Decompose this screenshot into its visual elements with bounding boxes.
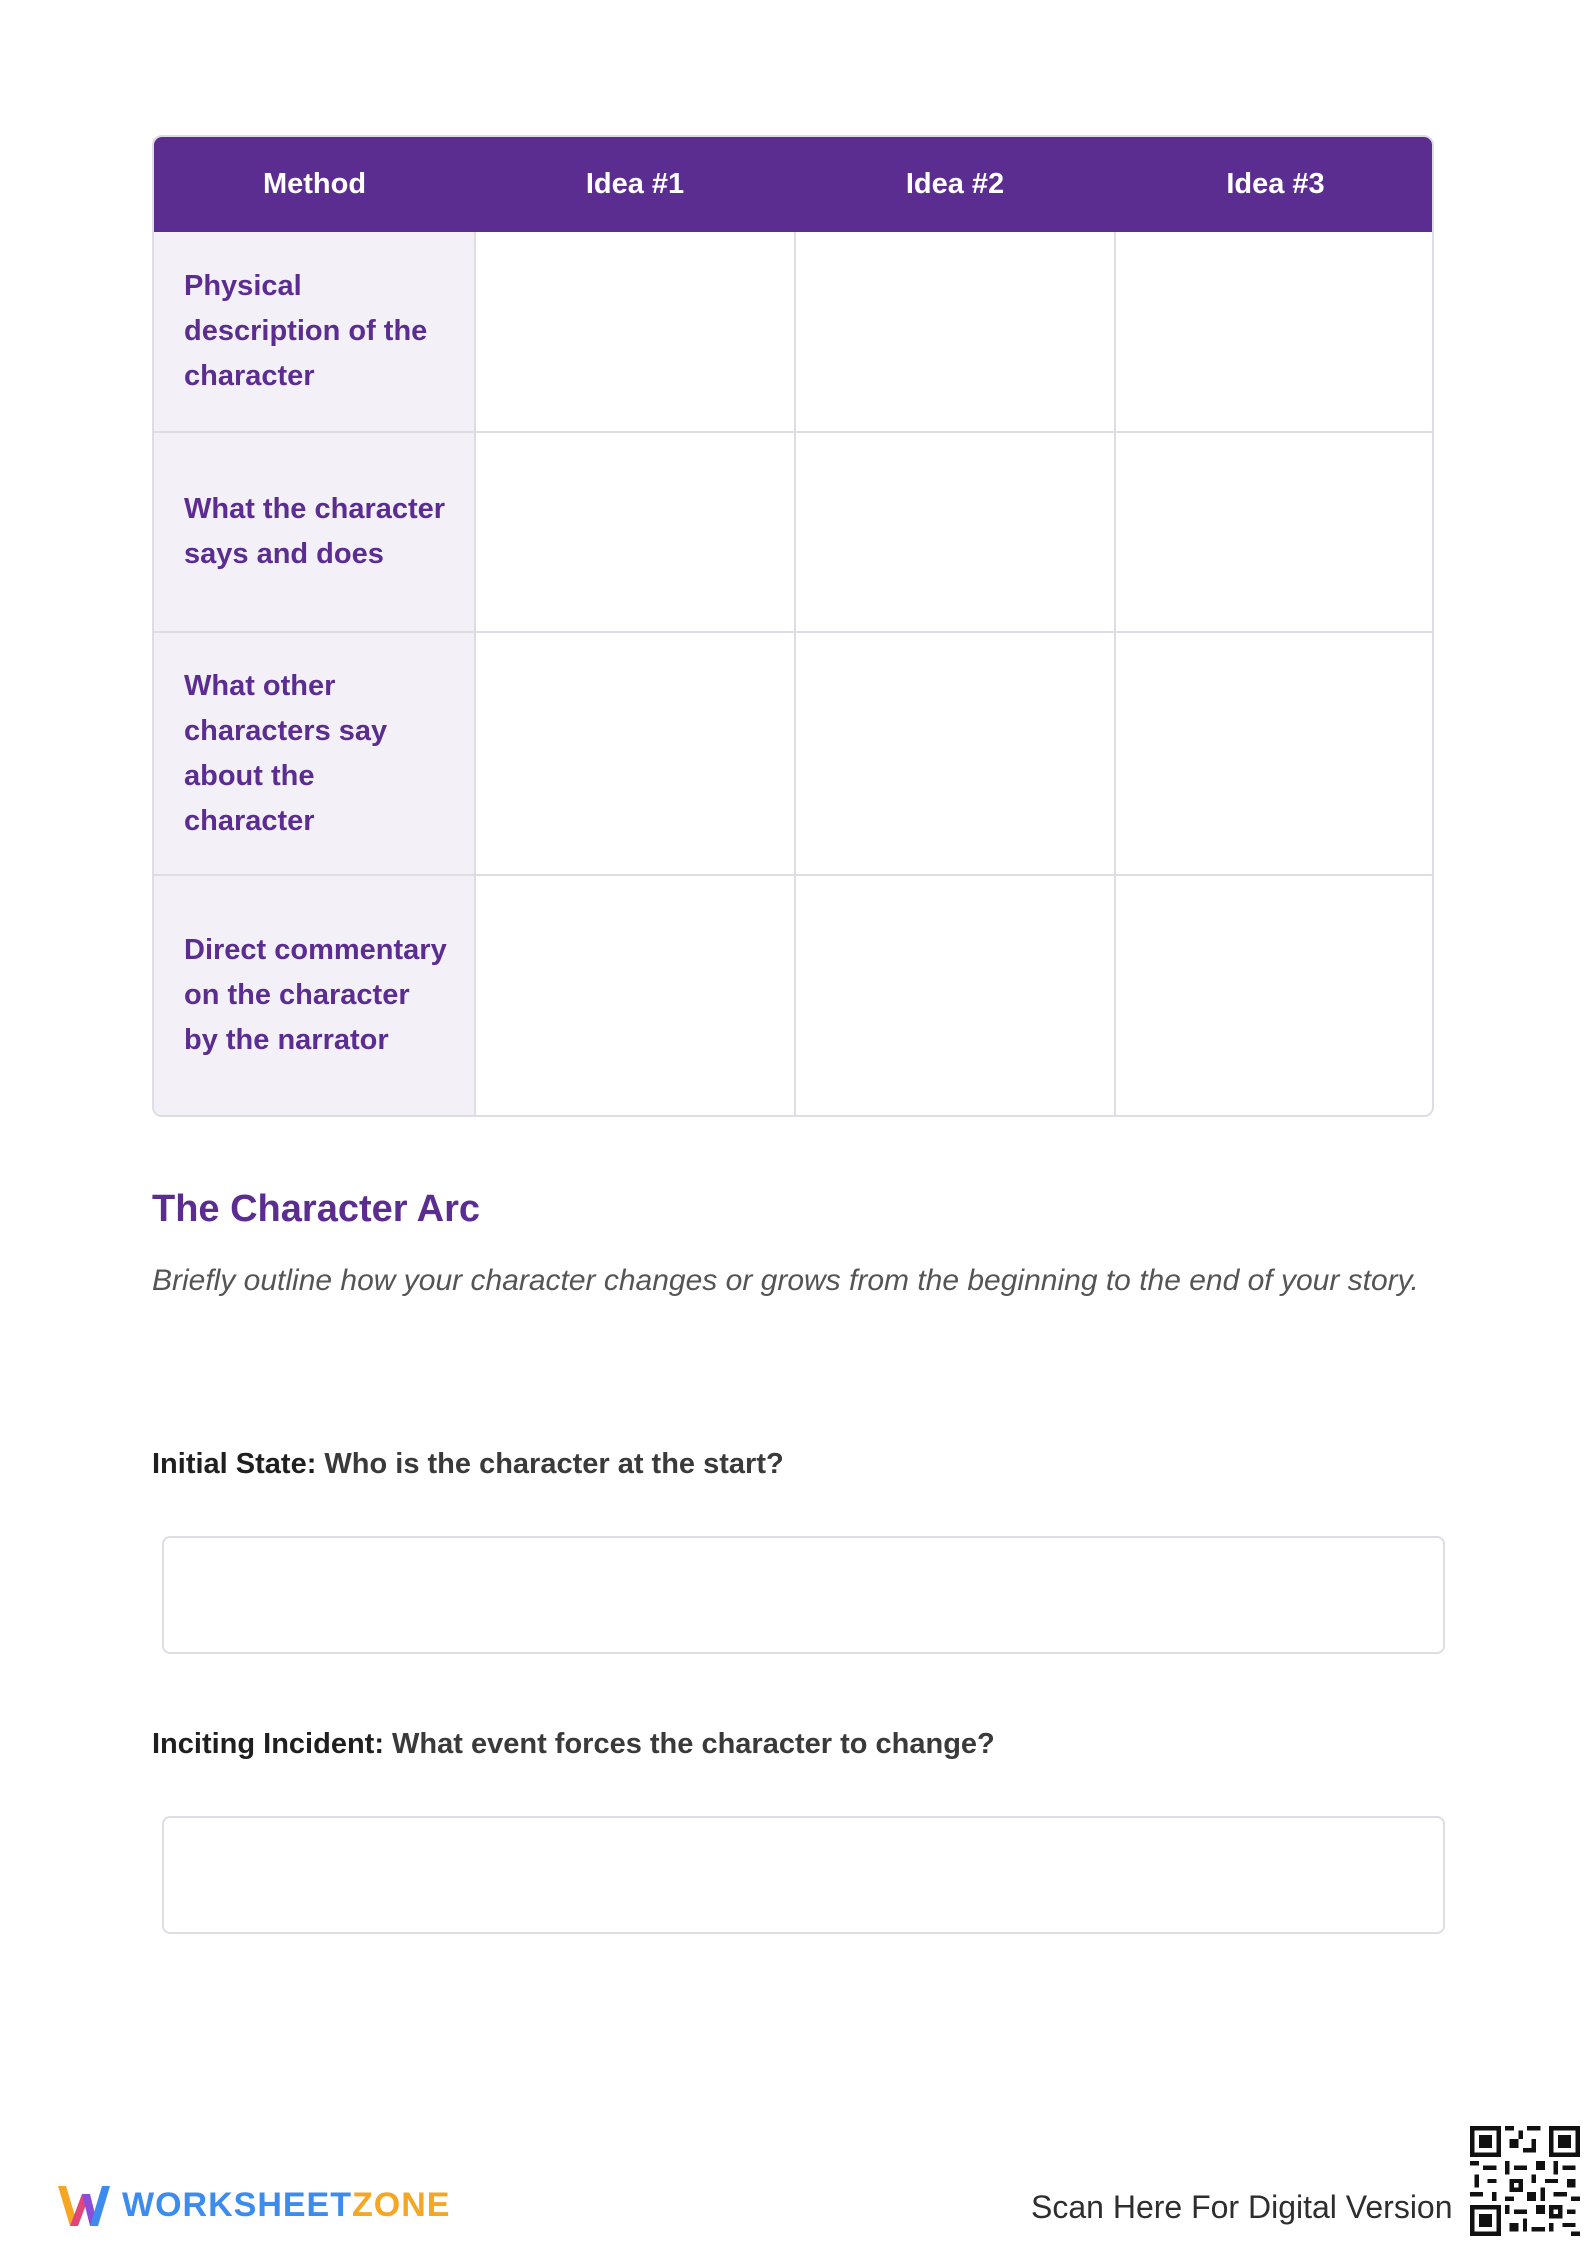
method-cell: Physical description of the character	[154, 232, 475, 432]
header-idea-3: Idea #3	[1115, 137, 1434, 232]
method-cell: What the character says and does	[154, 432, 475, 632]
header-idea-2: Idea #2	[795, 137, 1115, 232]
table-row	[154, 632, 1434, 875]
qr-code-icon[interactable]	[1470, 2126, 1580, 2236]
table-row	[154, 232, 1434, 432]
brand-name: WORKSHEETZONE	[122, 2185, 451, 2224]
question-inciting-incident	[152, 1728, 995, 1761]
table-row	[154, 875, 1434, 1115]
idea-1-cell[interactable]	[475, 632, 795, 875]
method-cell: Direct commentary on the character by the narrator	[154, 875, 475, 1115]
worksheetzone-logo[interactable]	[56, 2180, 450, 2230]
question-text: Who is the character at the start?	[316, 1448, 784, 1480]
idea-2-cell[interactable]	[795, 875, 1115, 1115]
initial-state-answer-box[interactable]	[162, 1536, 1445, 1654]
idea-3-cell[interactable]	[1115, 875, 1434, 1115]
worksheetzone-logo-icon	[56, 2180, 112, 2230]
idea-1-cell[interactable]	[475, 432, 795, 632]
header-idea-1: Idea #1	[475, 137, 795, 232]
method-cell: What other characters say about the character	[154, 632, 475, 875]
character-methods-table	[152, 135, 1434, 1117]
question-label: Inciting Incident:	[152, 1728, 384, 1760]
question-label: Initial State:	[152, 1448, 317, 1480]
idea-3-cell[interactable]	[1115, 432, 1434, 632]
header-method: Method	[154, 137, 475, 232]
scan-text: Scan Here For Digital Version	[1031, 2189, 1453, 2225]
section-title: The Character Arc	[152, 1188, 481, 1230]
idea-3-cell[interactable]	[1115, 632, 1434, 875]
question-text: What event forces the character to change?	[384, 1728, 995, 1760]
idea-1-cell[interactable]	[475, 875, 795, 1115]
idea-2-cell[interactable]	[795, 432, 1115, 632]
idea-3-cell[interactable]	[1115, 232, 1434, 432]
section-description: Briefly outline how your character changes or grows from the beginning to the end of your story.	[152, 1264, 1419, 1297]
inciting-incident-answer-box[interactable]	[162, 1816, 1445, 1934]
idea-1-cell[interactable]	[475, 232, 795, 432]
table-row	[154, 432, 1434, 632]
table-header-row	[154, 137, 1434, 232]
question-initial-state	[152, 1448, 784, 1481]
idea-2-cell[interactable]	[795, 232, 1115, 432]
idea-2-cell[interactable]	[795, 632, 1115, 875]
